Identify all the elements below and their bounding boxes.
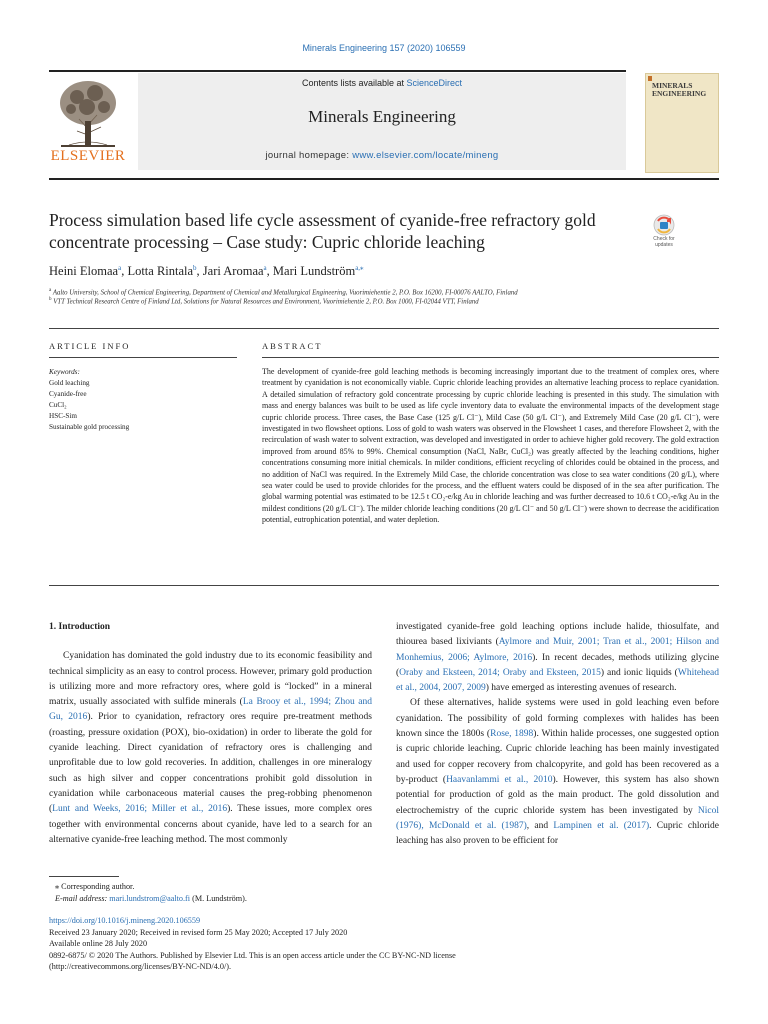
article-info-heading: ARTICLE INFO — [49, 341, 131, 351]
author-affil-mark[interactable]: a — [263, 264, 267, 272]
received-dates: Received 23 January 2020; Received in revised form 25 May 2020; Accepted 17 July 2020 — [49, 927, 348, 937]
article-title: Process simulation based life cycle assessment of cyanide-free refractory gold concentrate processing – Case study: Cupric chloride leaching — [49, 210, 596, 252]
journal-name: Minerals Engineering — [308, 107, 456, 126]
author-name[interactable]: Mari Lundström — [272, 264, 356, 279]
section-heading-introduction: 1. Introduction — [49, 622, 111, 632]
license-line: 0892-6875/ © 2020 The Authors. Published by Elsevier Ltd. This is an open access article under the CC BY-NC-ND license — [49, 950, 456, 960]
abstract-divider — [262, 357, 719, 358]
author-affil-mark[interactable]: a,⁎ — [355, 264, 364, 272]
keywords-label: Keywords: — [49, 368, 80, 376]
doi-link[interactable]: https://doi.org/10.1016/j.mineng.2020.106559 — [49, 916, 201, 925]
intro-paragraph-2: Of these alternatives, halide systems were used in gold leaching even before cyanidation. The possibility of gold forming complexes with halides has been known since the 1800s (Rose, 1898). Within halide processes, one suggested option is cupric chloride leaching. Cupric chloride leaching has been mainly investigated and used for copper recovery from chalcopyrite, and gold has been recovered as a by-product (Haavanlammi et al., 2010). However, this system has also shown potential for production of gold as the main product. The gold dissolution and electrochemistry of the cupric chloride system has been investigated by Nicol (1976), McDonald et al. (1987), and Lampinen et al. (2017). Cupric chloride leaching has also proven to be efficient for — [396, 698, 720, 847]
author-affil-mark[interactable]: a — [118, 264, 122, 272]
abstract-heading: ABSTRACT — [262, 341, 323, 351]
abstract-text: The development of cyanide-free gold leaching methods is becoming increasingly important due to the treatment of complex ores, where treatment by cyanidation is not economically viable. Cupric chloride leaching provides an alternative leaching process to replace cyanidation. A detailed simulation of refractory gold concentrate processing by cupric chloride leaching is presented in this study. The simulation with mass and energy balances was built to be used as life cycle inventory data to evaluate the environmental impacts of the development stage cupric chloride process. Three cases, the Base Case (125 g/L Cl⁻), Mild Case (50 g/L Cl⁻), and Extremely Mild Case (20 g/L Cl⁻), were investigated in two flowsheet options. Loss of gold to wash waters was observed in the Flowsheet 1 cases, and therefore Flowsheet 2, with the recirculation of wash water to solvent extraction, was developed and investigated in order to achieve higher gold recovery. The gold extraction improved from around 85% to 99%. Chemical consumption (NaCl, NaBr, CuCl₂) was greatly affected by the leaching conditions, higher concentrations consuming more initial chemicals. In milder conditions, efficient recycling of chlorides could be obtained in the process, and no addition of NaCl was required. In the Extremely Mild Case, the chloride concentration was close to sea water conditions (20 g/L), where sea water could be used to provide chlorides for the process, and the effluent waters could be disposed of in the sea after purification. The global warming potential was estimated to be 12.5 t CO₂-e/kg Au in chloride leaching and was further decreased to 10.6 t CO₂-e/kg Au in the mildest conditions (20 g/L Cl⁻). The milder chloride leaching conditions (20 g/L Cl⁻ and 50 g/L Cl⁻) were shown to decrease the acidification potential, eutrophication potential, and water depletion. — [262, 367, 719, 525]
email-link[interactable]: mari.lundstrom@aalto.fi — [109, 894, 191, 904]
header-top-rule — [49, 70, 626, 72]
intro-paragraph-1-continued: investigated cyanide-free gold leaching options include halide, thiosulfate, and thiourea based lixiviants (Aylmore and Muir, 2001; Tran et al., 2001; Hilson and Monhemius, 2006; Aylmore, 2016). In recent decades, methods utilizing glycine (Oraby and Eksteen, 2014; Oraby and Eksteen, 2015) and ionic liquids (Whitehead et al., 2004, 2007, 2009) have emerged as interesting avenues of research. — [396, 622, 720, 694]
journal-homepage-link[interactable]: www.elsevier.com/locate/mineng — [352, 150, 499, 161]
reference-link[interactable]: Rose, 1898 — [490, 729, 534, 740]
affiliation-b: $^b$ VTT Technical Research Centre of Finland Ltd, Solutions for Natural Resources and Environment, Vuorimiehentie 2, P.O. Box 1000, FI-02044 VTT, Finland — [49, 297, 479, 306]
keywords-block — [49, 367, 237, 433]
footnotes — [49, 881, 569, 905]
abstract-end-rule — [49, 585, 719, 586]
article-info-divider — [49, 357, 237, 358]
author-name[interactable]: Jari Aromaa — [202, 264, 264, 279]
corresponding-author-note: ⁎ Corresponding author. — [55, 882, 135, 891]
body-left-column — [49, 620, 372, 848]
article-info-top-rule — [49, 328, 719, 329]
keyword: HSC-Sim — [49, 412, 77, 420]
article-footer-info — [49, 915, 609, 973]
sciencedirect-link[interactable]: ScienceDirect — [406, 78, 463, 88]
body-right-column — [396, 620, 719, 849]
keyword: Sustainable gold processing — [49, 423, 130, 431]
journal-citation[interactable]: Minerals Engineering 157 (2020) 106559 — [302, 43, 466, 53]
reference-link[interactable]: Haavanlammi et al., 2010 — [446, 774, 553, 785]
reference-link[interactable]: Lampinen et al. (2017) — [553, 820, 650, 831]
keyword: CuCl₂ — [49, 401, 67, 409]
reference-link[interactable]: Whitehead et al., 2004, 2007, 2009 — [396, 667, 720, 694]
author-name[interactable]: Heini Elomaa — [49, 264, 119, 279]
intro-paragraph-1: Cyanidation has dominated the gold industry due to its economic feasibility and technical simplicity as an easy to control process. However, primary gold production is utilizing more and more refractory ores, where gold is “locked” in a mineral matrix, usually associated with sulfide minerals (La Brooy et al., 1994; Zhou and Gu, 2016). Prior to cyanidation, refractory ores require pre-treatment methods (roasting, pressure oxidation (POX), bio-oxidation) in order to liberate the gold for cyanide leaching. Direct cyanidation of refractory ores is challenging and unprofitable due to low gold recoveries. In addition, challenges in ore mineralogy such as high silver and copper concentrations prohibit gold dissolution in cyanidation while carbonaceous material causes the preg-robbing phenomenon (Lunt and Weeks, 2016; Miller et al., 2016). These issues, more complex ores together with environmental concerns about cyanide, have led to a search for an alternative cyanide-free leaching method. The most commonly — [49, 651, 373, 845]
author-list: Heini Elomaa$^a$, Lotta Rintala$^b$, Jari Aromaa$^a$, Mari Lundström$^{a,⁎}$ — [49, 264, 364, 279]
affiliation-a: $^a$ Aalto University, School of Chemical Engineering, Department of Chemical and Metallurgical Engineering, Vuorimiehentie 2, P.O. Box 16200, FI-00076 AALTO, Finland — [49, 288, 518, 297]
available-online-date: Available online 28 July 2020 — [49, 939, 148, 948]
journal-homepage-line: journal homepage: www.elsevier.com/locate/mineng — [265, 150, 499, 161]
footnote-rule — [49, 876, 119, 877]
author-affil-mark[interactable]: b — [193, 264, 197, 272]
elsevier-wordmark: ELSEVIER — [50, 148, 126, 164]
reference-link[interactable]: La Brooy et al., 1994; Zhou and Gu, 2016 — [49, 697, 373, 723]
keyword: Gold leaching — [49, 379, 90, 387]
reference-link[interactable]: Oraby and Eksteen, 2014; Oraby and Eksteen, 2015 — [399, 667, 601, 678]
email-line: E-mail address: mari.lundstrom@aalto.fi (M. Lundström). — [55, 894, 247, 904]
reference-link[interactable]: Nicol (1976), McDonald et al. (1987) — [396, 805, 719, 831]
reference-link[interactable]: Aylmore and Muir, 2001; Tran et al., 2001; Hilson and Monhemius, 2006; Aylmore, 2016 — [396, 637, 719, 663]
keyword: Cyanide-free — [49, 390, 87, 398]
author-name[interactable]: Lotta Rintala — [127, 264, 194, 279]
contents-line: Contents lists available at ScienceDirect — [301, 78, 463, 88]
header-bottom-rule — [49, 178, 719, 180]
reference-link[interactable]: Lunt and Weeks, 2016; Miller et al., 2016 — [52, 804, 228, 815]
check-for-updates-label: Check for updates — [653, 236, 675, 248]
license-url[interactable]: (http://creativecommons.org/licenses/BY-NC-ND/4.0/). — [49, 962, 231, 971]
cover-title: MINERALS ENGINEERING — [652, 81, 707, 98]
